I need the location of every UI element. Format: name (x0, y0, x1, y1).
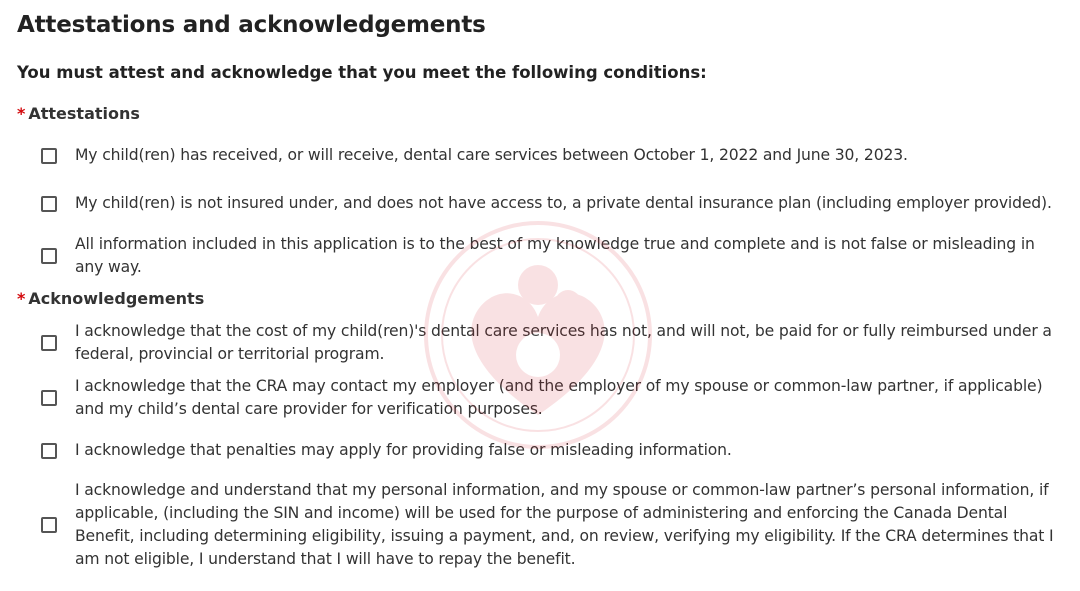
acknowledgement-checkbox-4[interactable] (41, 517, 57, 533)
attestation-item-1[interactable] (41, 144, 1061, 167)
attestation-checkbox-1[interactable] (41, 148, 57, 164)
acknowledgement-checkbox-2[interactable] (41, 390, 57, 406)
attestation-checkbox-2[interactable] (41, 196, 57, 212)
required-marker: * (17, 289, 26, 308)
acknowledgement-checkbox-1[interactable] (41, 335, 57, 351)
acknowledgements-label (17, 289, 204, 308)
attestation-text-2: My child(ren) is not insured under, and does not have access to, a private dental insurance plan (including employer provided). (75, 194, 1052, 212)
required-marker: * (17, 104, 26, 123)
acknowledgement-item-3[interactable] (41, 439, 1061, 462)
intro-text: You must attest and acknowledge that you meet the following conditions: (17, 63, 707, 82)
attestations-label (17, 104, 140, 123)
acknowledgements-label-text: Acknowledgements (28, 289, 205, 308)
acknowledgement-item-1[interactable] (41, 320, 1061, 366)
attestation-text-1: My child(ren) has received, or will receive, dental care services between October 1, 2022 and June 30, 2023. (75, 146, 908, 164)
acknowledgement-item-2[interactable] (41, 375, 1061, 421)
attestation-checkbox-3[interactable] (41, 248, 57, 264)
acknowledgement-text-3: I acknowledge that penalties may apply for providing false or misleading information. (75, 441, 732, 459)
attestation-text-3: All information included in this application is to the best of my knowledge true and complete and is not false or misleading in any way. (75, 235, 1035, 276)
attestation-item-2[interactable] (41, 192, 1061, 215)
acknowledgement-checkbox-3[interactable] (41, 443, 57, 459)
page-title: Attestations and acknowledgements (17, 12, 486, 38)
acknowledgement-item-4[interactable] (41, 479, 1061, 571)
acknowledgement-text-2: I acknowledge that the CRA may contact my employer (and the employer of my spouse or common-law partner, if applicable) and my child’s dental care provider for verification purposes. (75, 377, 1043, 418)
attestation-item-3[interactable] (41, 233, 1061, 279)
attestations-label-text: Attestations (28, 104, 140, 123)
acknowledgement-text-1: I acknowledge that the cost of my child(ren)'s dental care services has not, and will not, be paid for or fully reimbursed under a federal, provincial or territorial program. (75, 322, 1052, 363)
acknowledgement-text-4: I acknowledge and understand that my personal information, and my spouse or common-law partner’s personal information, if applicable, (including the SIN and income) will be used for the purpose of administering and enforcing the Canada Dental Benefit, including determining eligibility, issuing a payment, and, on review, verifying my eligibility. If the CRA determines that I am not eligible, I understand that I will have to repay the benefit. (75, 481, 1054, 568)
